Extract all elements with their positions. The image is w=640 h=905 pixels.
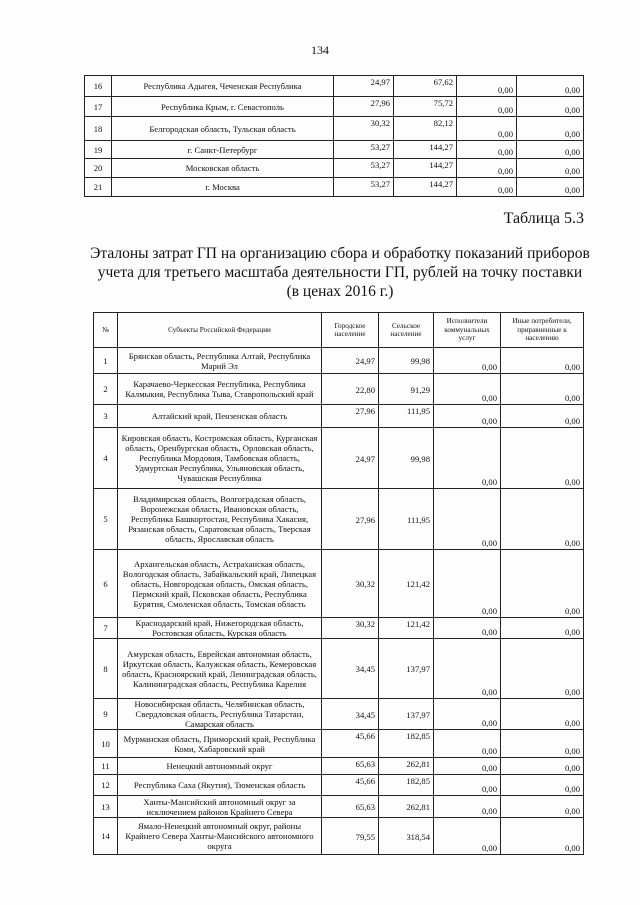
urban-value: 30,32 [322, 550, 379, 618]
urban-value: 53,27 [334, 159, 394, 178]
table-row [85, 117, 584, 141]
table-row [94, 758, 584, 775]
table-row [85, 76, 584, 97]
urban-value: 30,32 [334, 117, 394, 141]
continued-table [84, 75, 584, 197]
utility-value: 0,00 [434, 796, 501, 818]
region-name: Новосибирская область, Челябинская область, Свердловская область, Республика Татарстан, Самарская область [118, 699, 322, 730]
region-name: Архангельская область, Астраханская область, Вологодская область, Забайкальский край, Липецкая область, Новгородская область, Омская область, Пермский край, Псковская область, Республика Бурятия, Смоленская область, Томская область [118, 550, 322, 618]
table-row [94, 639, 584, 699]
utility-value: 0,00 [457, 97, 517, 117]
row-number: 18 [85, 117, 112, 141]
urban-value: 22,80 [322, 374, 379, 405]
table-row [85, 97, 584, 117]
urban-value: 24,97 [322, 428, 379, 489]
rural-value: 137,97 [379, 699, 434, 730]
utility-value: 0,00 [434, 405, 501, 428]
utility-value: 0,00 [434, 730, 501, 758]
region-name: Алтайский край, Пензенская область [118, 405, 322, 428]
rural-value: 262,81 [379, 758, 434, 775]
table-row [94, 348, 584, 374]
region-name: Московская область [112, 159, 334, 178]
row-number: 19 [85, 141, 112, 159]
other-value: 0,00 [517, 178, 584, 197]
urban-value: 30,32 [322, 618, 379, 639]
other-value: 0,00 [501, 348, 584, 374]
header-other: Иные потребители, приравненные к населению [501, 313, 584, 348]
header-rural: Сельское население [379, 313, 434, 348]
rural-value: 144,27 [394, 178, 457, 197]
utility-value: 0,00 [434, 639, 501, 699]
table-row [94, 796, 584, 818]
utility-value: 0,00 [434, 374, 501, 405]
rural-value: 144,27 [394, 141, 457, 159]
urban-value: 79,55 [322, 818, 379, 855]
urban-value: 45,66 [322, 730, 379, 758]
rural-value: 121,42 [379, 618, 434, 639]
row-number: 12 [94, 775, 118, 796]
other-value: 0,00 [501, 639, 584, 699]
table-label: Таблица 5.3 [503, 210, 584, 227]
utility-value: 0,00 [434, 818, 501, 855]
other-value: 0,00 [501, 775, 584, 796]
row-number: 2 [94, 374, 118, 405]
rural-value: 111,95 [379, 489, 434, 550]
utility-value: 0,00 [457, 159, 517, 178]
region-name: г. Москва [112, 178, 334, 197]
urban-value: 34,45 [322, 639, 379, 699]
rural-value: 82,12 [394, 117, 457, 141]
urban-value: 27,96 [322, 405, 379, 428]
other-value: 0,00 [501, 796, 584, 818]
rural-value: 137,97 [379, 639, 434, 699]
table-row [94, 775, 584, 796]
rural-value: 262,81 [379, 796, 434, 818]
row-number: 11 [94, 758, 118, 775]
table-header-row [94, 313, 584, 348]
other-value: 0,00 [501, 405, 584, 428]
other-value: 0,00 [501, 730, 584, 758]
table-row [94, 818, 584, 855]
urban-value: 34,45 [322, 699, 379, 730]
rural-value: 75,72 [394, 97, 457, 117]
rural-value: 111,95 [379, 405, 434, 428]
row-number: 13 [94, 796, 118, 818]
row-number: 6 [94, 550, 118, 618]
region-name: Брянская область, Республика Алтай, Республика Марий Эл [118, 348, 322, 374]
header-urban: Городское население [322, 313, 379, 348]
region-name: Амурская область, Еврейская автономная область, Иркутская область, Калужская область, Кемеровская область, Красноярский край, Ленинградская область, Калининградская область, Республика Карелия [118, 639, 322, 699]
other-value: 0,00 [517, 141, 584, 159]
table-row [85, 159, 584, 178]
region-name: Белгородская область, Тульская область [112, 117, 334, 141]
table-row [94, 374, 584, 405]
row-number: 5 [94, 489, 118, 550]
row-number: 4 [94, 428, 118, 489]
row-number: 9 [94, 699, 118, 730]
table-row [94, 489, 584, 550]
region-name: Мурманская область, Приморский край, Республика Коми, Хабаровский край [118, 730, 322, 758]
urban-value: 53,27 [334, 141, 394, 159]
rural-value: 99,98 [379, 428, 434, 489]
table-row [94, 699, 584, 730]
region-name: Кировская область, Костромская область, Курганская область, Оренбургская область, Орловская область, Республика Мордовия, Тамбовская область, Удмуртская Республика, Ульяновская область, Чувашская Республика [118, 428, 322, 489]
table-row [94, 405, 584, 428]
table-title: Эталоны затрат ГП на организацию сбора и обработку показаний приборов учета для третьего масштаба деятельности ГП, рублей на точку поставки (в ценах 2016 г.) [90, 245, 590, 300]
region-name: Владимирская область, Волгоградская область, Воронежская область, Ивановская область, Республика Башкортостан, Республика Хакасия, Рязанская область, Саратовская область, Тверская область, Ярославская область [118, 489, 322, 550]
rural-value: 121,42 [379, 550, 434, 618]
urban-value: 24,97 [334, 76, 394, 97]
region-name: Ненецкий автономный округ [118, 758, 322, 775]
other-value: 0,00 [501, 428, 584, 489]
table-row [94, 428, 584, 489]
page-number: 134 [311, 43, 329, 57]
other-value: 0,00 [501, 699, 584, 730]
region-name: Ямало-Ненецкий автономный округ, районы Крайнего Севера Ханты-Мансийского автономного округа [118, 818, 322, 855]
utility-value: 0,00 [434, 428, 501, 489]
region-name: Республика Адыгея, Чеченская Республика [112, 76, 334, 97]
utility-value: 0,00 [434, 775, 501, 796]
table-row [85, 141, 584, 159]
row-number: 16 [85, 76, 112, 97]
region-name: г. Санкт-Петербург [112, 141, 334, 159]
row-number: 14 [94, 818, 118, 855]
rural-value: 318,54 [379, 818, 434, 855]
header-region: Субъекты Российской Федерации [118, 313, 322, 348]
other-value: 0,00 [501, 489, 584, 550]
utility-value: 0,00 [434, 489, 501, 550]
utility-value: 0,00 [457, 141, 517, 159]
other-value: 0,00 [517, 76, 584, 97]
row-number: 3 [94, 405, 118, 428]
urban-value: 24,97 [322, 348, 379, 374]
utility-value: 0,00 [434, 550, 501, 618]
table-row [85, 178, 584, 197]
other-value: 0,00 [501, 758, 584, 775]
row-number: 20 [85, 159, 112, 178]
region-name: Республика Саха (Якутия), Тюменская область [118, 775, 322, 796]
region-name: Краснодарский край, Нижегородская область, Ростовская область, Курская область [118, 618, 322, 639]
rural-value: 144,27 [394, 159, 457, 178]
row-number: 1 [94, 348, 118, 374]
other-value: 0,00 [501, 374, 584, 405]
region-name: Ханты-Мансийский автономный округ за исключением районов Крайнего Севера [118, 796, 322, 818]
row-number: 8 [94, 639, 118, 699]
urban-value: 27,96 [322, 489, 379, 550]
other-value: 0,00 [501, 550, 584, 618]
region-name: Республика Крым, г. Севастополь [112, 97, 334, 117]
other-value: 0,00 [517, 117, 584, 141]
other-value: 0,00 [501, 818, 584, 855]
utility-value: 0,00 [434, 758, 501, 775]
table-row [94, 550, 584, 618]
other-value: 0,00 [517, 97, 584, 117]
utility-value: 0,00 [457, 117, 517, 141]
utility-value: 0,00 [434, 348, 501, 374]
urban-value: 65,63 [322, 796, 379, 818]
header-utility: Исполнители коммунальных услуг [434, 313, 501, 348]
utility-value: 0,00 [434, 699, 501, 730]
urban-value: 27,96 [334, 97, 394, 117]
other-value: 0,00 [501, 618, 584, 639]
other-value: 0,00 [517, 159, 584, 178]
urban-value: 53,27 [334, 178, 394, 197]
row-number: 17 [85, 97, 112, 117]
utility-value: 0,00 [457, 178, 517, 197]
rural-value: 182,85 [379, 730, 434, 758]
urban-value: 45,66 [322, 775, 379, 796]
urban-value: 65,63 [322, 758, 379, 775]
row-number: 21 [85, 178, 112, 197]
header-number: № [94, 313, 118, 348]
rural-value: 99,98 [379, 348, 434, 374]
row-number: 10 [94, 730, 118, 758]
region-name: Карачаево-Черкесская Республика, Республика Калмыкия, Республика Тыва, Ставропольский край [118, 374, 322, 405]
rural-value: 91,29 [379, 374, 434, 405]
table-row [94, 730, 584, 758]
rural-value: 182,85 [379, 775, 434, 796]
row-number: 7 [94, 618, 118, 639]
utility-value: 0,00 [434, 618, 501, 639]
utility-value: 0,00 [457, 76, 517, 97]
rural-value: 67,62 [394, 76, 457, 97]
table-row [94, 618, 584, 639]
costs-table [93, 312, 584, 855]
